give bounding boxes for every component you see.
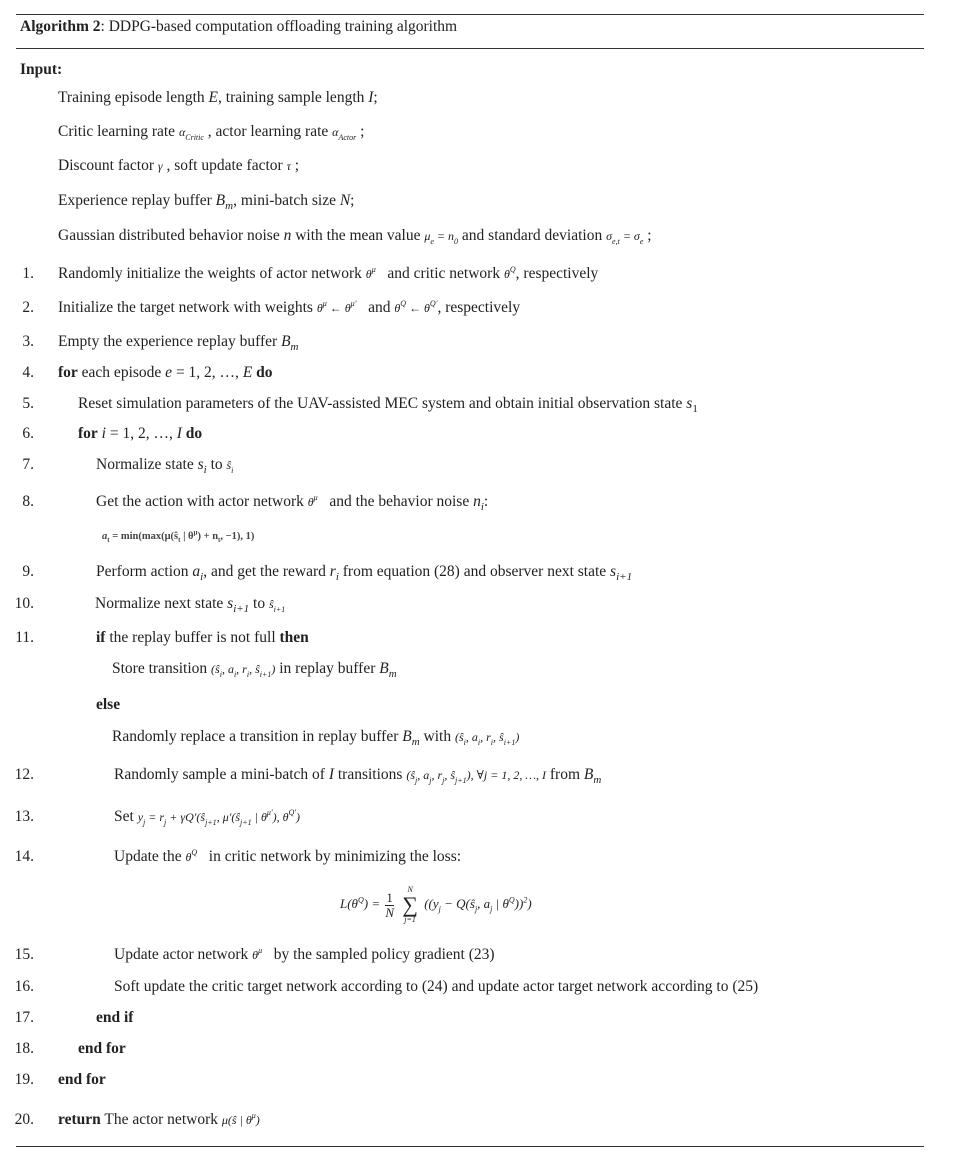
equation-subscript: j (438, 904, 441, 914)
step-symbol: θ (503, 267, 510, 281)
step-symbol: B (281, 333, 291, 350)
step-symbol: n (473, 493, 481, 510)
keyword-do: do (181, 425, 203, 442)
step-text: with (419, 728, 455, 745)
step-symbol: ), ∀j = 1, 2, …, I (466, 768, 547, 782)
input-text: ; (290, 157, 300, 174)
equation-part: ) + n (197, 531, 219, 542)
step-subscript: m (593, 774, 602, 787)
equation-subscript: t (107, 536, 110, 545)
step-symbol: ← θ (406, 301, 430, 315)
step-text: : (483, 493, 489, 510)
input-line-3 (58, 156, 299, 176)
step-superscript: μ (322, 298, 327, 308)
step-number: 7. (22, 456, 34, 473)
step-text: Normalize state (96, 456, 198, 473)
equation-part: , −1), 1) (220, 531, 255, 542)
equation-subscript: t (178, 536, 181, 545)
step-symbol: (ŝ (211, 662, 220, 676)
summation-lower: j=1 (404, 915, 416, 925)
step-symbol: θ (316, 301, 323, 315)
step-number: 16. (14, 978, 34, 995)
step-17-end-if: end if (96, 1009, 134, 1026)
step-symbol: , a (465, 730, 478, 744)
step-symbol: , a (417, 768, 430, 782)
step-symbol: ) (296, 810, 301, 824)
step-subscript: j (164, 818, 167, 828)
step-number: 9. (22, 563, 34, 580)
input-symbol: B (215, 192, 226, 209)
step-7 (96, 455, 233, 475)
equation-superscript: Q (508, 895, 515, 905)
input-text: Experience replay buffer (58, 192, 216, 209)
equation-part: | θ (492, 896, 509, 911)
step-symbol: , a (221, 662, 234, 676)
input-text: Gaussian distributed behavior noise (58, 227, 284, 244)
step-superscript: μ′ (350, 298, 357, 308)
step-symbol: , r (236, 662, 247, 676)
keyword-if: if (96, 629, 106, 646)
algorithm-title-label: Algorithm 2 (20, 18, 101, 35)
step-symbol: s (197, 456, 204, 473)
input-symbol: N (339, 192, 351, 209)
step-11 (96, 628, 309, 648)
input-line-1 (58, 88, 378, 108)
equation-superscript: Q (357, 895, 364, 905)
step-number: 3. (22, 333, 34, 350)
step-subscript: j (143, 818, 146, 828)
step-text: , respectively (515, 265, 599, 282)
input-text: , mini-batch size (233, 192, 340, 209)
keyword-return: return (58, 1111, 101, 1128)
step-subscript: j+1 (240, 818, 252, 828)
step-subscript: j (415, 776, 418, 786)
step-symbol: e (165, 364, 173, 381)
step-superscript: μ (371, 264, 376, 274)
step-symbol: θ (252, 948, 259, 962)
step-subscript: i+1 (273, 605, 286, 615)
loss-equation (340, 880, 532, 928)
input-line-5 (58, 226, 652, 246)
step-9 (96, 562, 632, 582)
step-symbol: , r (431, 768, 443, 782)
step-symbol: (ŝ (406, 768, 415, 782)
step-symbol: ) (515, 730, 520, 744)
keyword-then: then (279, 629, 309, 646)
input-symbol: μ (424, 229, 431, 243)
input-label: Input: (20, 61, 63, 78)
step-text: in critic network by minimizing the loss: (208, 848, 462, 865)
step-symbol: ) (271, 662, 276, 676)
input-subscript: 0 (454, 237, 459, 247)
step-18-end-for: end for (78, 1040, 126, 1057)
keyword-for: for (78, 425, 98, 442)
step-symbol: a (192, 563, 201, 580)
step-subscript: i (231, 466, 234, 476)
step-8 (96, 492, 488, 512)
step-superscript: Q′ (429, 298, 438, 308)
step-text: and (368, 299, 395, 316)
input-symbol: σ (606, 229, 613, 243)
fraction-numerator: 1 (386, 889, 393, 905)
input-symbol: E (208, 89, 219, 106)
step-symbol: (ŝ (454, 730, 464, 744)
step-subscript: i+1 (259, 670, 272, 680)
step-text: , and get the reward (203, 563, 330, 580)
step-superscript: Q (400, 298, 407, 308)
step-symbol: y (137, 810, 144, 824)
step-subscript: m (388, 668, 397, 681)
header-rule (16, 48, 924, 49)
step-subscript: j (442, 776, 445, 786)
equation-superscript: 2 (523, 895, 528, 905)
step-text: to (206, 456, 227, 473)
step-text: Normalize next state (95, 595, 228, 612)
step-text: transitions (333, 766, 407, 783)
equation-superscript: μ (193, 528, 198, 537)
step-symbol: ) (255, 1113, 260, 1127)
step-text: in replay buffer (279, 660, 380, 677)
step-number: 13. (14, 808, 34, 825)
step-text: = 1, 2, …, (105, 425, 177, 442)
input-subscript: Actor (338, 133, 357, 143)
step-subscript: i (335, 571, 339, 584)
step-text: the replay buffer is not full (105, 629, 280, 646)
step-1 (58, 264, 598, 284)
step-symbol: I (176, 425, 182, 442)
step-symbol: | θ (251, 810, 267, 824)
input-symbol: γ (157, 159, 163, 173)
action-equation (102, 527, 254, 547)
keyword-do: do (252, 364, 273, 381)
step-symbol: s (610, 563, 617, 580)
step-subscript: i+1 (233, 603, 250, 616)
input-text: and standard deviation (458, 227, 607, 244)
input-text: , soft update factor (162, 157, 287, 174)
input-symbol: = σ (619, 229, 640, 243)
step-number: 1. (22, 265, 34, 282)
step-text: Randomly sample a mini-batch of (114, 766, 329, 783)
step-text: Randomly initialize the weights of actor network (58, 265, 366, 282)
step-4 (58, 363, 273, 383)
equation-subscript: j (490, 904, 493, 914)
input-text: , actor learning rate (203, 123, 333, 140)
step-15 (114, 945, 495, 965)
step-symbol: i (97, 425, 106, 442)
step-symbol: ŝ (226, 458, 232, 472)
step-symbol: s (227, 595, 234, 612)
step-subscript: i (246, 670, 250, 680)
input-subscript: e (639, 237, 644, 247)
equation-subscript: t (218, 536, 221, 545)
equation-part: = min(max(μ(ŝ (109, 531, 179, 542)
step-superscript: μ (313, 492, 318, 502)
step-text: and the behavior noise (329, 493, 474, 510)
equation-subscript: j (474, 904, 478, 914)
step-2 (58, 298, 520, 318)
step-text: Initialize the target network with weights (58, 299, 317, 316)
keyword-else: else (96, 696, 121, 713)
step-text: each episode (77, 364, 166, 381)
input-symbol: n (283, 227, 292, 244)
step-text: = 1, 2, …, (172, 364, 243, 381)
step-symbol: μ(ŝ | θ (221, 1113, 252, 1127)
step-subscript: i+1 (616, 571, 633, 584)
step-text: Perform action (96, 563, 193, 580)
equation-part: ) = (363, 896, 384, 911)
step-superscript: μ (258, 945, 263, 955)
step-text: and critic network (387, 265, 504, 282)
step-symbol: r (329, 563, 336, 580)
step-text: Set (114, 808, 138, 825)
step-symbol: θ (394, 301, 401, 315)
bottom-rule (16, 1146, 924, 1147)
step-text: , respectively (437, 299, 521, 316)
step-text: by the sampled policy gradient (23) (273, 946, 495, 963)
step-subscript: j (429, 776, 432, 786)
step-symbol: , ŝ (249, 662, 260, 676)
input-text: ; (356, 123, 365, 140)
step-symbol: s (686, 395, 693, 412)
step-6 (78, 424, 202, 444)
step-text: Update actor network (114, 946, 253, 963)
step-symbol: , ŝ (493, 730, 504, 744)
top-rule (16, 14, 924, 15)
step-symbol: + γQ′(ŝ (166, 810, 206, 824)
step-text: from (549, 766, 584, 783)
step-symbol: B (402, 728, 412, 745)
step-number: 12. (14, 766, 34, 783)
step-subscript: j+1 (205, 818, 217, 828)
step-number: 6. (22, 425, 34, 442)
step-symbol: B (583, 766, 594, 783)
input-text: Discount factor (58, 157, 158, 174)
step-superscript: μ (251, 1110, 256, 1120)
step-number: 18. (14, 1040, 34, 1057)
input-text: ; (373, 89, 378, 106)
input-subscript: Critic (185, 133, 204, 143)
step-text: Randomly replace a transition in replay buffer (112, 728, 403, 745)
input-text: ; (350, 192, 355, 209)
step-5 (78, 394, 698, 414)
step-subscript: i+1 (503, 738, 516, 748)
step-text: Empty the experience replay buffer (58, 333, 282, 350)
keyword-for: for (58, 364, 78, 381)
step-number: 17. (14, 1009, 34, 1026)
step-symbol: θ (185, 850, 192, 864)
step-number: 4. (22, 364, 34, 381)
equation-part: )) (514, 896, 524, 911)
step-superscript: Q (509, 264, 516, 274)
step-symbol: ), θ (272, 810, 289, 824)
equation-part: a (102, 531, 108, 542)
input-line-2 (58, 122, 364, 142)
step-symbol: θ (365, 267, 372, 281)
input-subscript: e,t (612, 237, 620, 247)
step-symbol: I (328, 766, 334, 783)
step-text: Store transition (112, 660, 212, 677)
input-text: , training sample length (218, 89, 369, 106)
step-symbol: = r (145, 810, 165, 824)
step-3 (58, 332, 299, 352)
step-19-end-for: end for (58, 1071, 106, 1088)
equation-part: , a (477, 896, 491, 911)
step-symbol: B (379, 660, 389, 677)
input-text: ; (643, 227, 652, 244)
step-text: Reset simulation parameters of the UAV-assisted MEC system and obtain initial observation state (78, 395, 687, 412)
step-subscript: i (203, 464, 207, 477)
step-13 (114, 807, 300, 827)
step-text: from equation (28) and observer next state (338, 563, 611, 580)
step-number: 20. (14, 1111, 34, 1128)
step-symbol: , ŝ (444, 768, 456, 782)
step-text: The actor network (100, 1111, 222, 1128)
step-text: Update the (114, 848, 186, 865)
step-subscript: m (290, 341, 299, 354)
step-16: Soft update the critic target network according to (24) and update actor target network according to (25) (114, 978, 759, 995)
step-superscript: μ′ (266, 807, 273, 817)
step-symbol: , r (480, 730, 491, 744)
summation-sigma: ∑ (402, 892, 418, 918)
step-subscript: i (490, 738, 494, 748)
fraction-denominator: N (385, 904, 395, 920)
step-subscript: j+1 (455, 776, 467, 786)
step-symbol: , μ′(ŝ (216, 810, 241, 824)
step-subscript: 1 (692, 403, 698, 416)
step-symbol: θ (307, 495, 314, 509)
step-subscript: i (200, 571, 204, 584)
input-text: Critic learning rate (58, 123, 179, 140)
step-12 (114, 765, 601, 785)
input-symbol: α (332, 125, 339, 139)
step-text: to (249, 595, 269, 612)
step-superscript: Q′ (288, 807, 297, 817)
input-symbol: I (368, 89, 374, 106)
algorithm-title-text: : DDPG-based computation offloading training algorithm (100, 18, 458, 35)
input-subscript: m (225, 200, 234, 213)
fraction-one-over-n (385, 891, 394, 920)
step-number: 11. (15, 629, 34, 646)
step-symbol: ŝ (268, 597, 274, 611)
input-symbol: = n (433, 229, 455, 243)
step-11-store (112, 659, 397, 679)
input-subscript: e (430, 237, 434, 247)
summation-upper: N (407, 885, 413, 895)
step-number: 14. (14, 848, 34, 865)
input-symbol: α (178, 125, 186, 139)
summation (402, 885, 418, 925)
step-subscript: i (219, 670, 222, 680)
step-14 (114, 847, 461, 867)
step-number: 8. (22, 493, 34, 510)
input-text: Training episode length (58, 89, 209, 106)
step-subscript: i (463, 738, 466, 748)
input-line-4 (58, 191, 354, 211)
step-text: Get the action with actor network (96, 493, 308, 510)
input-symbol: τ (286, 159, 291, 173)
equation-part: ) (527, 896, 532, 911)
equation-part: − Q(ŝ (440, 896, 475, 911)
step-subscript: m (411, 736, 420, 749)
equation-part: L(θ (340, 896, 358, 911)
step-11-replace (112, 727, 519, 747)
step-number: 10. (14, 595, 34, 612)
equation-part: ((y (424, 896, 439, 911)
step-number: 5. (22, 395, 34, 412)
step-number: 15. (14, 946, 34, 963)
step-number: 19. (14, 1071, 34, 1088)
step-superscript: Q (191, 847, 198, 857)
step-symbol: E (242, 364, 253, 381)
equation-part: | θ (180, 531, 194, 542)
input-text: with the mean value (291, 227, 425, 244)
step-subscript: i (233, 670, 237, 680)
step-subscript: i (477, 738, 481, 748)
step-20 (58, 1110, 260, 1130)
step-10 (95, 594, 285, 614)
step-symbol: ← θ (326, 301, 351, 315)
step-number: 2. (22, 299, 34, 316)
step-subscript: i (480, 501, 484, 514)
algorithm-title (20, 17, 457, 37)
